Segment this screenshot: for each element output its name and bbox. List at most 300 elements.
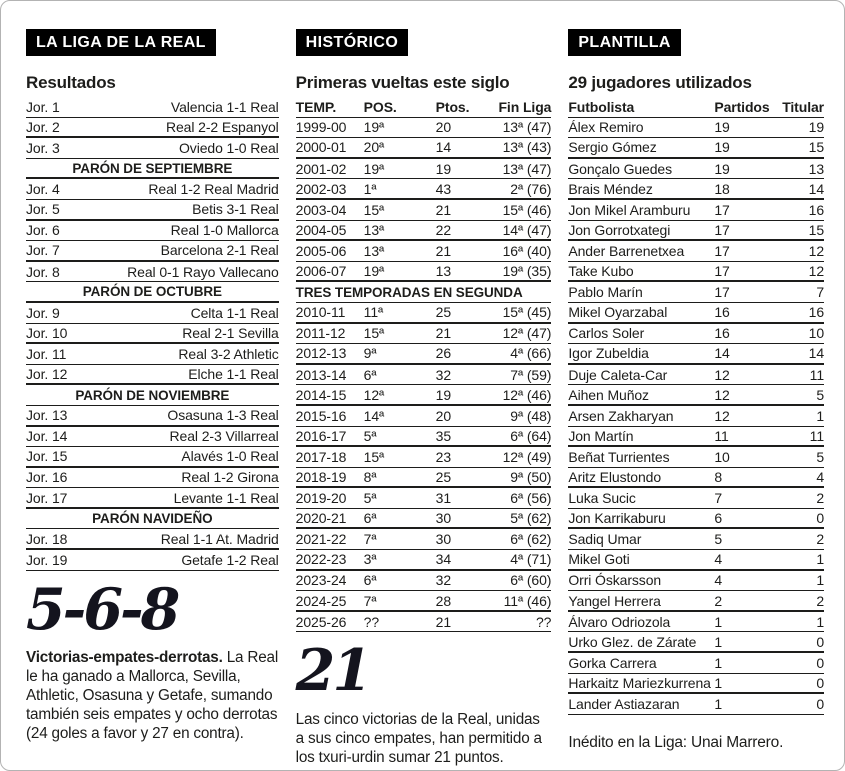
player-partidos: 12 xyxy=(714,386,730,403)
player-titular: 16 xyxy=(808,304,825,321)
historico-row xyxy=(296,221,552,242)
historico-row xyxy=(296,159,552,180)
season-label: 2011-12 xyxy=(295,325,346,342)
season-points: 34 xyxy=(435,551,452,568)
historico-row xyxy=(296,509,552,530)
player-partidos: 17 xyxy=(714,263,730,280)
season-points: 14 xyxy=(435,139,452,156)
season-position: 6ª xyxy=(363,366,377,383)
historico-row xyxy=(296,241,552,262)
historico-row xyxy=(296,571,552,592)
season-final: 12ª (46) xyxy=(502,386,552,403)
plantilla-footnote: Inédito en la Liga: Unai Marrero. xyxy=(568,733,784,751)
jornada-label: Jor. 5 xyxy=(26,201,60,218)
player-partidos: 12 xyxy=(714,366,730,383)
match-result: Real 2-2 Espanyol xyxy=(165,118,279,135)
player-row xyxy=(568,118,824,139)
historico-row xyxy=(296,138,552,159)
jornada-label: Jor. 1 xyxy=(26,98,60,115)
season-position: 5ª xyxy=(363,427,377,444)
results-table xyxy=(26,97,279,571)
player-name: Jon Gorrotxategi xyxy=(568,221,671,238)
season-label: 2023-24 xyxy=(295,572,347,589)
season-label: 2012-13 xyxy=(295,345,347,362)
season-label: 2016-17 xyxy=(295,427,347,444)
match-result: Barcelona 2-1 Real xyxy=(160,242,279,259)
player-name: Gorka Carrera xyxy=(568,654,657,671)
historico-header-pos: POS. xyxy=(363,98,397,115)
season-final: 13ª (43) xyxy=(502,139,552,156)
results-row xyxy=(26,468,279,489)
season-points: 23 xyxy=(435,448,452,465)
plantilla-header-name: Futbolista xyxy=(568,98,635,115)
player-row xyxy=(568,488,824,509)
player-partidos: 5 xyxy=(714,531,723,548)
historico-row xyxy=(296,612,552,633)
player-titular: 0 xyxy=(816,696,825,713)
season-position: ?? xyxy=(363,613,380,630)
jornada-label: Jor. 9 xyxy=(26,304,60,321)
player-name: Jon Martín xyxy=(568,427,634,444)
player-row xyxy=(568,344,824,365)
player-partidos: 17 xyxy=(714,284,730,301)
season-position: 6ª xyxy=(363,572,377,589)
season-points: 19 xyxy=(435,386,452,403)
player-row xyxy=(568,653,824,674)
results-break-row: PARÓN DE NOVIEMBRE xyxy=(26,385,279,406)
player-partidos: 4 xyxy=(714,551,723,568)
season-label: 2017-18 xyxy=(295,448,347,465)
player-name: Brais Méndez xyxy=(568,180,653,197)
jornada-label: Jor. 6 xyxy=(26,222,60,239)
historico-row xyxy=(296,529,552,550)
player-partidos: 19 xyxy=(714,160,730,177)
match-result: Real 1-2 Girona xyxy=(181,469,279,486)
season-position: 8ª xyxy=(363,468,377,485)
results-row xyxy=(26,97,279,118)
season-final: 12ª (49) xyxy=(502,448,552,465)
jornada-label: Jor. 2 xyxy=(26,118,60,135)
player-row xyxy=(568,406,824,427)
player-name: Orri Óskarsson xyxy=(568,572,662,589)
player-partidos: 16 xyxy=(714,304,730,321)
historico-row xyxy=(296,200,552,221)
match-result: Real 1-2 Real Madrid xyxy=(148,181,279,198)
historico-row xyxy=(296,344,552,365)
player-titular: 16 xyxy=(808,201,825,218)
results-break-row: PARÓN NAVIDEÑO xyxy=(26,509,279,530)
season-label: 2022-23 xyxy=(295,551,347,568)
season-points: 13 xyxy=(435,263,452,280)
player-name: Gonçalo Guedes xyxy=(568,160,673,177)
player-name: Aritz Elustondo xyxy=(568,468,662,485)
player-row xyxy=(568,427,824,448)
season-label: 2005-06 xyxy=(295,242,347,259)
historico-header-ptos: Ptos. xyxy=(435,98,470,115)
season-label: 2001-02 xyxy=(295,160,347,177)
player-row xyxy=(568,468,824,489)
season-label: 2021-22 xyxy=(295,531,347,548)
season-position: 5ª xyxy=(363,490,377,507)
jornada-label: Jor. 8 xyxy=(26,263,60,280)
player-titular: 1 xyxy=(816,572,825,589)
season-final: 19ª (35) xyxy=(502,263,552,280)
results-row xyxy=(26,344,279,365)
match-result: Real 1-1 At. Madrid xyxy=(160,530,279,547)
player-name: Yangel Herrera xyxy=(568,592,661,609)
results-row xyxy=(26,200,279,221)
season-position: 3ª xyxy=(363,551,377,568)
player-partidos: 1 xyxy=(714,674,723,691)
plantilla-subtitle: 29 jugadores utilizados xyxy=(568,73,752,92)
player-name: Take Kubo xyxy=(568,263,634,280)
season-label: 2000-01 xyxy=(295,139,347,156)
player-partidos: 10 xyxy=(714,448,730,465)
player-titular: 12 xyxy=(808,242,825,259)
match-result: Real 3-2 Athletic xyxy=(178,345,279,362)
season-label: 2004-05 xyxy=(295,221,347,238)
player-titular: 0 xyxy=(816,674,825,691)
season-label: 2003-04 xyxy=(295,201,347,218)
player-row xyxy=(568,262,824,283)
results-row xyxy=(26,365,279,386)
season-position: 13ª xyxy=(363,221,385,238)
player-partidos: 16 xyxy=(714,325,730,342)
match-result: Real 2-1 Sevilla xyxy=(182,324,279,341)
season-position: 11ª xyxy=(363,304,384,321)
column-plantilla xyxy=(568,29,824,770)
player-titular: 11 xyxy=(809,366,825,383)
season-points: 21 xyxy=(435,613,452,630)
jornada-label: Jor. 12 xyxy=(26,366,68,383)
season-points: 21 xyxy=(435,242,452,259)
player-row xyxy=(568,324,824,345)
liga-subtitle: Resultados xyxy=(26,73,116,92)
season-points: 30 xyxy=(435,510,452,527)
results-row xyxy=(26,221,279,242)
jornada-label: Jor. 16 xyxy=(26,469,68,486)
historico-row xyxy=(296,406,552,427)
historico-header-temp: TEMP. xyxy=(295,98,337,115)
season-label: 2002-03 xyxy=(295,180,347,197)
season-points: 43 xyxy=(435,180,452,197)
player-partidos: 6 xyxy=(714,510,723,527)
player-titular: 14 xyxy=(808,180,825,197)
player-row xyxy=(568,179,824,200)
plantilla-header-titular: Titular xyxy=(782,98,825,115)
player-titular: 19 xyxy=(808,119,825,136)
season-position: 19ª xyxy=(363,160,385,177)
player-row xyxy=(568,612,824,633)
historico-break-row: TRES TEMPORADAS EN SEGUNDA xyxy=(296,282,552,303)
player-titular: 1 xyxy=(816,551,825,568)
season-points: 25 xyxy=(435,468,452,485)
season-position: 20ª xyxy=(363,139,385,156)
player-partidos: 17 xyxy=(714,201,730,218)
match-result: Real 0-1 Rayo Vallecano xyxy=(127,263,279,280)
season-points: 25 xyxy=(435,304,452,321)
player-partidos: 4 xyxy=(714,572,723,589)
plantilla-header-row xyxy=(568,97,824,118)
player-titular: 11 xyxy=(809,427,825,444)
player-name: Sergio Gómez xyxy=(568,139,657,156)
liga-caption xyxy=(26,648,279,744)
player-titular: 0 xyxy=(816,510,825,527)
historico-row xyxy=(296,447,552,468)
jornada-label: Jor. 7 xyxy=(26,242,60,259)
player-partidos: 8 xyxy=(714,468,723,485)
player-row xyxy=(568,365,824,386)
season-label: 2013-14 xyxy=(295,366,347,383)
results-row xyxy=(26,550,279,571)
season-position: 15ª xyxy=(363,201,385,218)
player-titular: 2 xyxy=(816,592,825,609)
match-result: Oviedo 1-0 Real xyxy=(179,139,279,156)
season-position: 13ª xyxy=(363,242,385,259)
liga-caption-lead: Victorias-empates-derrotas. xyxy=(26,648,223,666)
player-row xyxy=(568,303,824,324)
player-partidos: 18 xyxy=(714,180,730,197)
player-row xyxy=(568,591,824,612)
player-name: Álvaro Odriozola xyxy=(568,613,671,630)
season-position: 14ª xyxy=(363,407,385,424)
player-row xyxy=(568,529,824,550)
historico-row xyxy=(296,179,552,200)
player-row xyxy=(568,159,824,180)
season-position: 19ª xyxy=(363,119,385,136)
player-row xyxy=(568,200,824,221)
results-row xyxy=(26,138,279,159)
player-row xyxy=(568,138,824,159)
season-points: 20 xyxy=(435,119,452,136)
season-position: 15ª xyxy=(363,448,385,465)
section-header-historico-label: HISTÓRICO xyxy=(305,34,399,51)
player-titular: 1 xyxy=(816,613,825,630)
player-titular: 2 xyxy=(816,531,825,548)
historico-row xyxy=(296,365,552,386)
jornada-label: Jor. 19 xyxy=(26,551,68,568)
historico-row xyxy=(296,324,552,345)
season-label: 1999-00 xyxy=(295,119,347,136)
season-position: 12ª xyxy=(363,386,385,403)
plantilla-table xyxy=(568,118,824,715)
jornada-label: Jor. 11 xyxy=(26,345,67,362)
player-partidos: 17 xyxy=(714,242,730,259)
player-partidos: 7 xyxy=(714,490,723,507)
jornada-label: Jor. 17 xyxy=(26,489,68,506)
player-titular: 0 xyxy=(816,654,825,671)
section-header-plantilla xyxy=(568,29,680,56)
player-partidos: 19 xyxy=(714,119,730,136)
player-name: Lander Astiazaran xyxy=(568,696,680,713)
season-final: 15ª (45) xyxy=(502,304,552,321)
season-final: 9ª (48) xyxy=(510,407,552,424)
season-points: 21 xyxy=(435,201,452,218)
player-titular: 15 xyxy=(808,139,825,156)
player-titular: 5 xyxy=(816,386,825,403)
player-titular: 15 xyxy=(808,221,825,238)
results-row xyxy=(26,529,279,550)
player-row xyxy=(568,674,824,695)
match-result: Osasuna 1-3 Real xyxy=(167,407,279,424)
player-titular: 13 xyxy=(808,160,825,177)
season-points: 20 xyxy=(435,407,452,424)
player-name: Arsen Zakharyan xyxy=(568,407,674,424)
season-label: 2018-19 xyxy=(295,468,347,485)
player-titular: 1 xyxy=(816,407,825,424)
player-row xyxy=(568,550,824,571)
jornada-label: Jor. 3 xyxy=(26,139,60,156)
historico-row xyxy=(296,303,552,324)
player-name: Beñat Turrientes xyxy=(568,448,670,465)
season-points: 19 xyxy=(435,160,452,177)
player-titular: 0 xyxy=(816,633,825,650)
results-row xyxy=(26,179,279,200)
match-result: Alavés 1-0 Real xyxy=(181,448,279,465)
player-name: Jon Mikel Aramburu xyxy=(568,201,691,218)
results-row xyxy=(26,324,279,345)
season-final: 11ª (46) xyxy=(503,592,552,609)
player-partidos: 19 xyxy=(714,139,730,156)
player-name: Duje Caleta-Car xyxy=(568,366,668,383)
season-label: 2025-26 xyxy=(295,613,347,630)
historico-row xyxy=(296,385,552,406)
season-label: 2014-15 xyxy=(295,386,347,403)
match-result: Celta 1-1 Real xyxy=(190,304,279,321)
season-final: 6ª (64) xyxy=(510,427,552,444)
season-final: 6ª (56) xyxy=(510,490,552,507)
results-row xyxy=(26,447,279,468)
season-points: 26 xyxy=(435,345,452,362)
season-final: 7ª (59) xyxy=(510,366,552,383)
historico-row xyxy=(296,488,552,509)
player-name: Sadiq Umar xyxy=(568,531,642,548)
player-titular: 12 xyxy=(808,263,825,280)
player-partidos: 17 xyxy=(714,221,730,238)
player-row xyxy=(568,509,824,530)
season-points: 21 xyxy=(435,325,452,342)
player-titular: 5 xyxy=(816,448,825,465)
player-name: Urko Glez. de Zárate xyxy=(568,633,697,650)
season-final: 16ª (40) xyxy=(502,242,552,259)
player-name: Ander Barrenetxea xyxy=(568,242,685,259)
season-final: ?? xyxy=(535,613,552,630)
season-label: 2006-07 xyxy=(295,263,347,280)
player-titular: 14 xyxy=(808,345,825,362)
player-partidos: 1 xyxy=(714,654,723,671)
player-row xyxy=(568,385,824,406)
season-label: 2019-20 xyxy=(295,490,347,507)
player-partidos: 14 xyxy=(714,345,730,362)
liga-caption-text: La Real le ha ganado a Mallorca, Sevilla, Athletic, Osasuna y Getafe, sumando también seis empates y ocho derrotas (24 goles a favor y 27 en contra). xyxy=(26,648,279,743)
player-name: Álex Remiro xyxy=(568,119,644,136)
historico-row xyxy=(296,262,552,283)
plantilla-header-partidos: Partidos xyxy=(714,98,770,115)
historico-table xyxy=(296,118,552,633)
results-row xyxy=(26,241,279,262)
season-final: 12ª (47) xyxy=(502,325,552,342)
season-final: 4ª (71) xyxy=(510,551,552,568)
historico-row xyxy=(296,468,552,489)
season-position: 1ª xyxy=(363,180,377,197)
results-row xyxy=(26,406,279,427)
section-header-liga-label: LA LIGA DE LA REAL xyxy=(36,34,206,51)
season-final: 15ª (46) xyxy=(502,201,552,218)
match-result: Betis 3-1 Real xyxy=(192,201,279,218)
section-header-historico xyxy=(296,29,409,56)
match-result: Levante 1-1 Real xyxy=(173,489,279,506)
historico-row xyxy=(296,550,552,571)
player-name: Carlos Soler xyxy=(568,325,645,342)
player-name: Pablo Marín xyxy=(568,284,643,301)
player-name: Mikel Goti xyxy=(568,551,630,568)
column-liga xyxy=(26,29,279,770)
results-break-row: PARÓN DE SEPTIEMBRE xyxy=(26,159,279,180)
match-result: Getafe 1-2 Real xyxy=(181,551,279,568)
historico-row xyxy=(296,118,552,139)
season-label: 2010-11 xyxy=(295,304,346,321)
season-final: 14ª (47) xyxy=(502,221,552,238)
column-historico xyxy=(296,29,552,770)
player-partidos: 1 xyxy=(714,696,723,713)
season-final: 9ª (50) xyxy=(510,468,552,485)
player-titular: 2 xyxy=(816,490,825,507)
match-result: Real 2-3 Villarreal xyxy=(169,428,279,445)
results-row xyxy=(26,303,279,324)
historico-row xyxy=(296,591,552,612)
jornada-label: Jor. 13 xyxy=(26,407,68,424)
season-points: 22 xyxy=(435,221,452,238)
season-points: 31 xyxy=(435,490,452,507)
jornada-label: Jor. 14 xyxy=(26,428,68,445)
jornada-label: Jor. 18 xyxy=(26,530,68,547)
season-final: 2ª (76) xyxy=(510,180,552,197)
player-row xyxy=(568,221,824,242)
season-label: 2020-21 xyxy=(295,510,347,527)
player-row xyxy=(568,282,824,303)
season-label: 2015-16 xyxy=(295,407,347,424)
season-final: 4ª (66) xyxy=(510,345,552,362)
jornada-label: Jor. 15 xyxy=(26,448,68,465)
match-result: Valencia 1-1 Real xyxy=(170,98,279,115)
player-name: Mikel Oyarzabal xyxy=(568,304,668,321)
player-row xyxy=(568,632,824,653)
player-row xyxy=(568,447,824,468)
match-result: Elche 1-1 Real xyxy=(188,366,279,383)
section-header-plantilla-label: PLANTILLA xyxy=(578,34,671,51)
historico-row xyxy=(296,427,552,448)
season-points: 30 xyxy=(435,531,452,548)
player-name: Harkaitz Mariezkurrena xyxy=(568,674,711,691)
season-points: 32 xyxy=(435,366,452,383)
historico-subtitle: Primeras vueltas este siglo xyxy=(295,73,510,92)
section-header-liga xyxy=(26,29,216,56)
season-label: 2024-25 xyxy=(295,592,347,609)
season-position: 7ª xyxy=(363,531,377,548)
historico-header-fin: Fin Liga xyxy=(498,98,552,115)
results-row xyxy=(26,118,279,139)
results-row xyxy=(26,262,279,283)
results-break-row: PARÓN DE OCTUBRE xyxy=(26,282,279,303)
player-partidos: 11 xyxy=(714,427,729,444)
season-position: 7ª xyxy=(363,592,377,609)
player-partidos: 2 xyxy=(714,592,723,609)
player-name: Luka Sucic xyxy=(568,490,636,507)
player-row xyxy=(568,694,824,715)
player-name: Igor Zubeldia xyxy=(568,345,649,362)
jornada-label: Jor. 4 xyxy=(26,181,60,198)
season-final: 6ª (60) xyxy=(510,572,552,589)
